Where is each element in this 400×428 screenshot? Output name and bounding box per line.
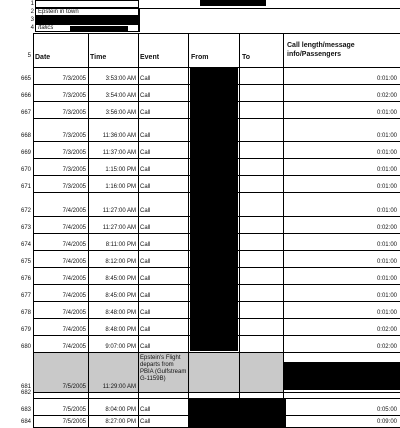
cell-info: 0:01:00 [376, 167, 397, 173]
cell-info: 0:01:00 [376, 110, 397, 116]
cell-info: 0:01:00 [376, 76, 397, 82]
cell-event: Call [140, 110, 151, 116]
cell-info: 0:01:00 [376, 293, 397, 299]
row-number: 671 [20, 184, 31, 190]
legend-num: 4 [30, 25, 34, 31]
cell-date: 7/3/2005 [62, 76, 86, 82]
column-border [33, 33, 34, 427]
cell-event: Call [140, 93, 151, 99]
header-info: Call length/message info/Passengers [287, 42, 355, 58]
cell-date: 7/4/2005 [62, 327, 86, 333]
legend-num: 2 [30, 9, 34, 15]
cell-time: 8:04:00 PM [105, 407, 136, 413]
cell-event: Call [140, 344, 151, 350]
row-number: 684 [20, 419, 31, 425]
cell-date: 7/3/2005 [62, 167, 86, 173]
row-number: 677 [20, 293, 31, 299]
cell-time: 11:37:00 AM [102, 150, 136, 156]
header-row-number: 5 [27, 53, 31, 59]
cell-date: 7/4/2005 [62, 276, 86, 282]
legend-redaction [70, 26, 128, 32]
header-date: Date [35, 54, 51, 61]
cell-event-flight: Epstein's Flight departs from PBIA (Gulfstream G-1159B) [140, 355, 187, 382]
cell-event: Call [140, 276, 151, 282]
cell-info: 0:01:00 [376, 208, 397, 214]
cell-time: 8:27:00 PM [105, 419, 136, 425]
legend-row-1 [30, 0, 139, 8]
row-number: 670 [20, 167, 31, 173]
row-number: 666 [20, 93, 31, 99]
cell-time: 3:56:00 AM [105, 110, 136, 116]
cell-info: 0:01:00 [376, 133, 397, 139]
row-number: 665 [20, 76, 31, 82]
cell-info: 0:02:00 [376, 93, 397, 99]
legend-text: Italics [38, 25, 54, 31]
cell-date: 7/3/2005 [62, 110, 86, 116]
header-to: To [242, 54, 251, 61]
cell-time: 8:12:00 PM [105, 259, 136, 265]
cell-date: 7/3/2005 [62, 133, 86, 139]
row-number: 672 [20, 208, 31, 214]
flight-redaction [283, 362, 400, 390]
cell-date: 7/5/2005 [62, 384, 86, 390]
legend-row-2 [30, 8, 139, 16]
legend-right-box [139, 8, 400, 32]
cell-date: 7/4/2005 [62, 293, 86, 299]
row-number: 667 [20, 110, 31, 116]
row-number: 676 [20, 276, 31, 282]
row-number: 678 [20, 310, 31, 316]
header-redaction [200, 0, 266, 6]
from-redaction [190, 68, 238, 351]
cell-event: Call [140, 167, 151, 173]
cell-info: 0:02:00 [376, 327, 397, 333]
cell-time: 3:53:00 AM [105, 76, 136, 82]
cell-info: 0:05:00 [376, 407, 397, 413]
cell-time: 11:27:00 AM [102, 225, 136, 231]
cell-date: 7/5/2005 [62, 419, 86, 425]
cell-info: 0:09:00 [376, 419, 397, 425]
row-number: 668 [20, 133, 31, 139]
column-border [239, 33, 240, 427]
cell-time: 9:07:00 PM [105, 344, 136, 350]
cell-info: 0:01:00 [376, 259, 397, 265]
row-number: 683 [20, 407, 31, 413]
cell-date: 7/4/2005 [62, 208, 86, 214]
row-number: 682 [20, 390, 31, 396]
legend-num: 1 [30, 1, 34, 7]
cell-time: 1:16:00 PM [105, 184, 136, 190]
legend-row-4 [30, 24, 139, 32]
cell-info: 0:01:00 [376, 150, 397, 156]
column-border [283, 33, 284, 427]
cell-time: 8:48:00 PM [105, 327, 136, 333]
cell-event: Call [140, 310, 151, 316]
legend-num: 3 [30, 17, 34, 23]
cell-date: 7/4/2005 [62, 242, 86, 248]
column-border [188, 33, 189, 427]
cell-date: 7/4/2005 [62, 225, 86, 231]
cell-time: 11:36:00 AM [102, 133, 136, 139]
cell-event: Call [140, 242, 151, 248]
header-from: From [191, 54, 209, 61]
row-number: 675 [20, 259, 31, 265]
cell-info: 0:02:00 [376, 344, 397, 350]
cell-event: Call [140, 419, 151, 425]
cell-info: 0:02:00 [376, 225, 397, 231]
cell-time: 8:11:00 PM [105, 242, 136, 248]
cell-date: 7/4/2005 [62, 259, 86, 265]
header-event: Event [140, 54, 160, 61]
cell-time: 11:29:00 AM [102, 384, 136, 390]
cell-event: Call [140, 184, 151, 190]
header-time: Time [90, 54, 107, 61]
cell-event: Call [140, 259, 151, 265]
cell-date: 7/3/2005 [62, 150, 86, 156]
row-number: 669 [20, 150, 31, 156]
cell-date: 7/3/2005 [62, 93, 86, 99]
cell-time: 1:15:00 PM [105, 167, 136, 173]
row-number: 673 [20, 225, 31, 231]
cell-info: 0:01:00 [376, 310, 397, 316]
cell-event: Call [140, 208, 151, 214]
cell-time: 3:54:00 AM [105, 93, 136, 99]
cell-event: Call [140, 150, 151, 156]
cell-date: 7/4/2005 [62, 310, 86, 316]
column-border [88, 33, 89, 427]
cell-event: Call [140, 133, 151, 139]
cell-event: Call [140, 76, 151, 82]
cell-event: Call [140, 293, 151, 299]
row-number: 680 [20, 344, 31, 350]
cell-date: 7/4/2005 [62, 344, 86, 350]
cell-event: Call [140, 407, 151, 413]
row-number: 674 [20, 242, 31, 248]
cell-info: 0:01:00 [376, 242, 397, 248]
legend-row-3 [30, 16, 139, 24]
cell-date: 7/3/2005 [62, 184, 86, 190]
cell-time: 8:45:00 PM [105, 293, 136, 299]
cell-time: 8:48:00 PM [105, 310, 136, 316]
cell-info: 0:01:00 [376, 276, 397, 282]
cell-event: Call [140, 225, 151, 231]
legend-text: Epstein in town [38, 9, 79, 15]
cell-time: 8:45:00 PM [105, 276, 136, 282]
cell-date: 7/5/2005 [62, 407, 86, 413]
cell-event: Call [140, 327, 151, 333]
row-number: 679 [20, 327, 31, 333]
bottom-redaction [188, 399, 286, 428]
column-border [138, 33, 139, 427]
cell-info: 0:01:00 [376, 184, 397, 190]
row-number: 681 [20, 384, 31, 390]
cell-time: 11:27:00 AM [102, 208, 136, 214]
